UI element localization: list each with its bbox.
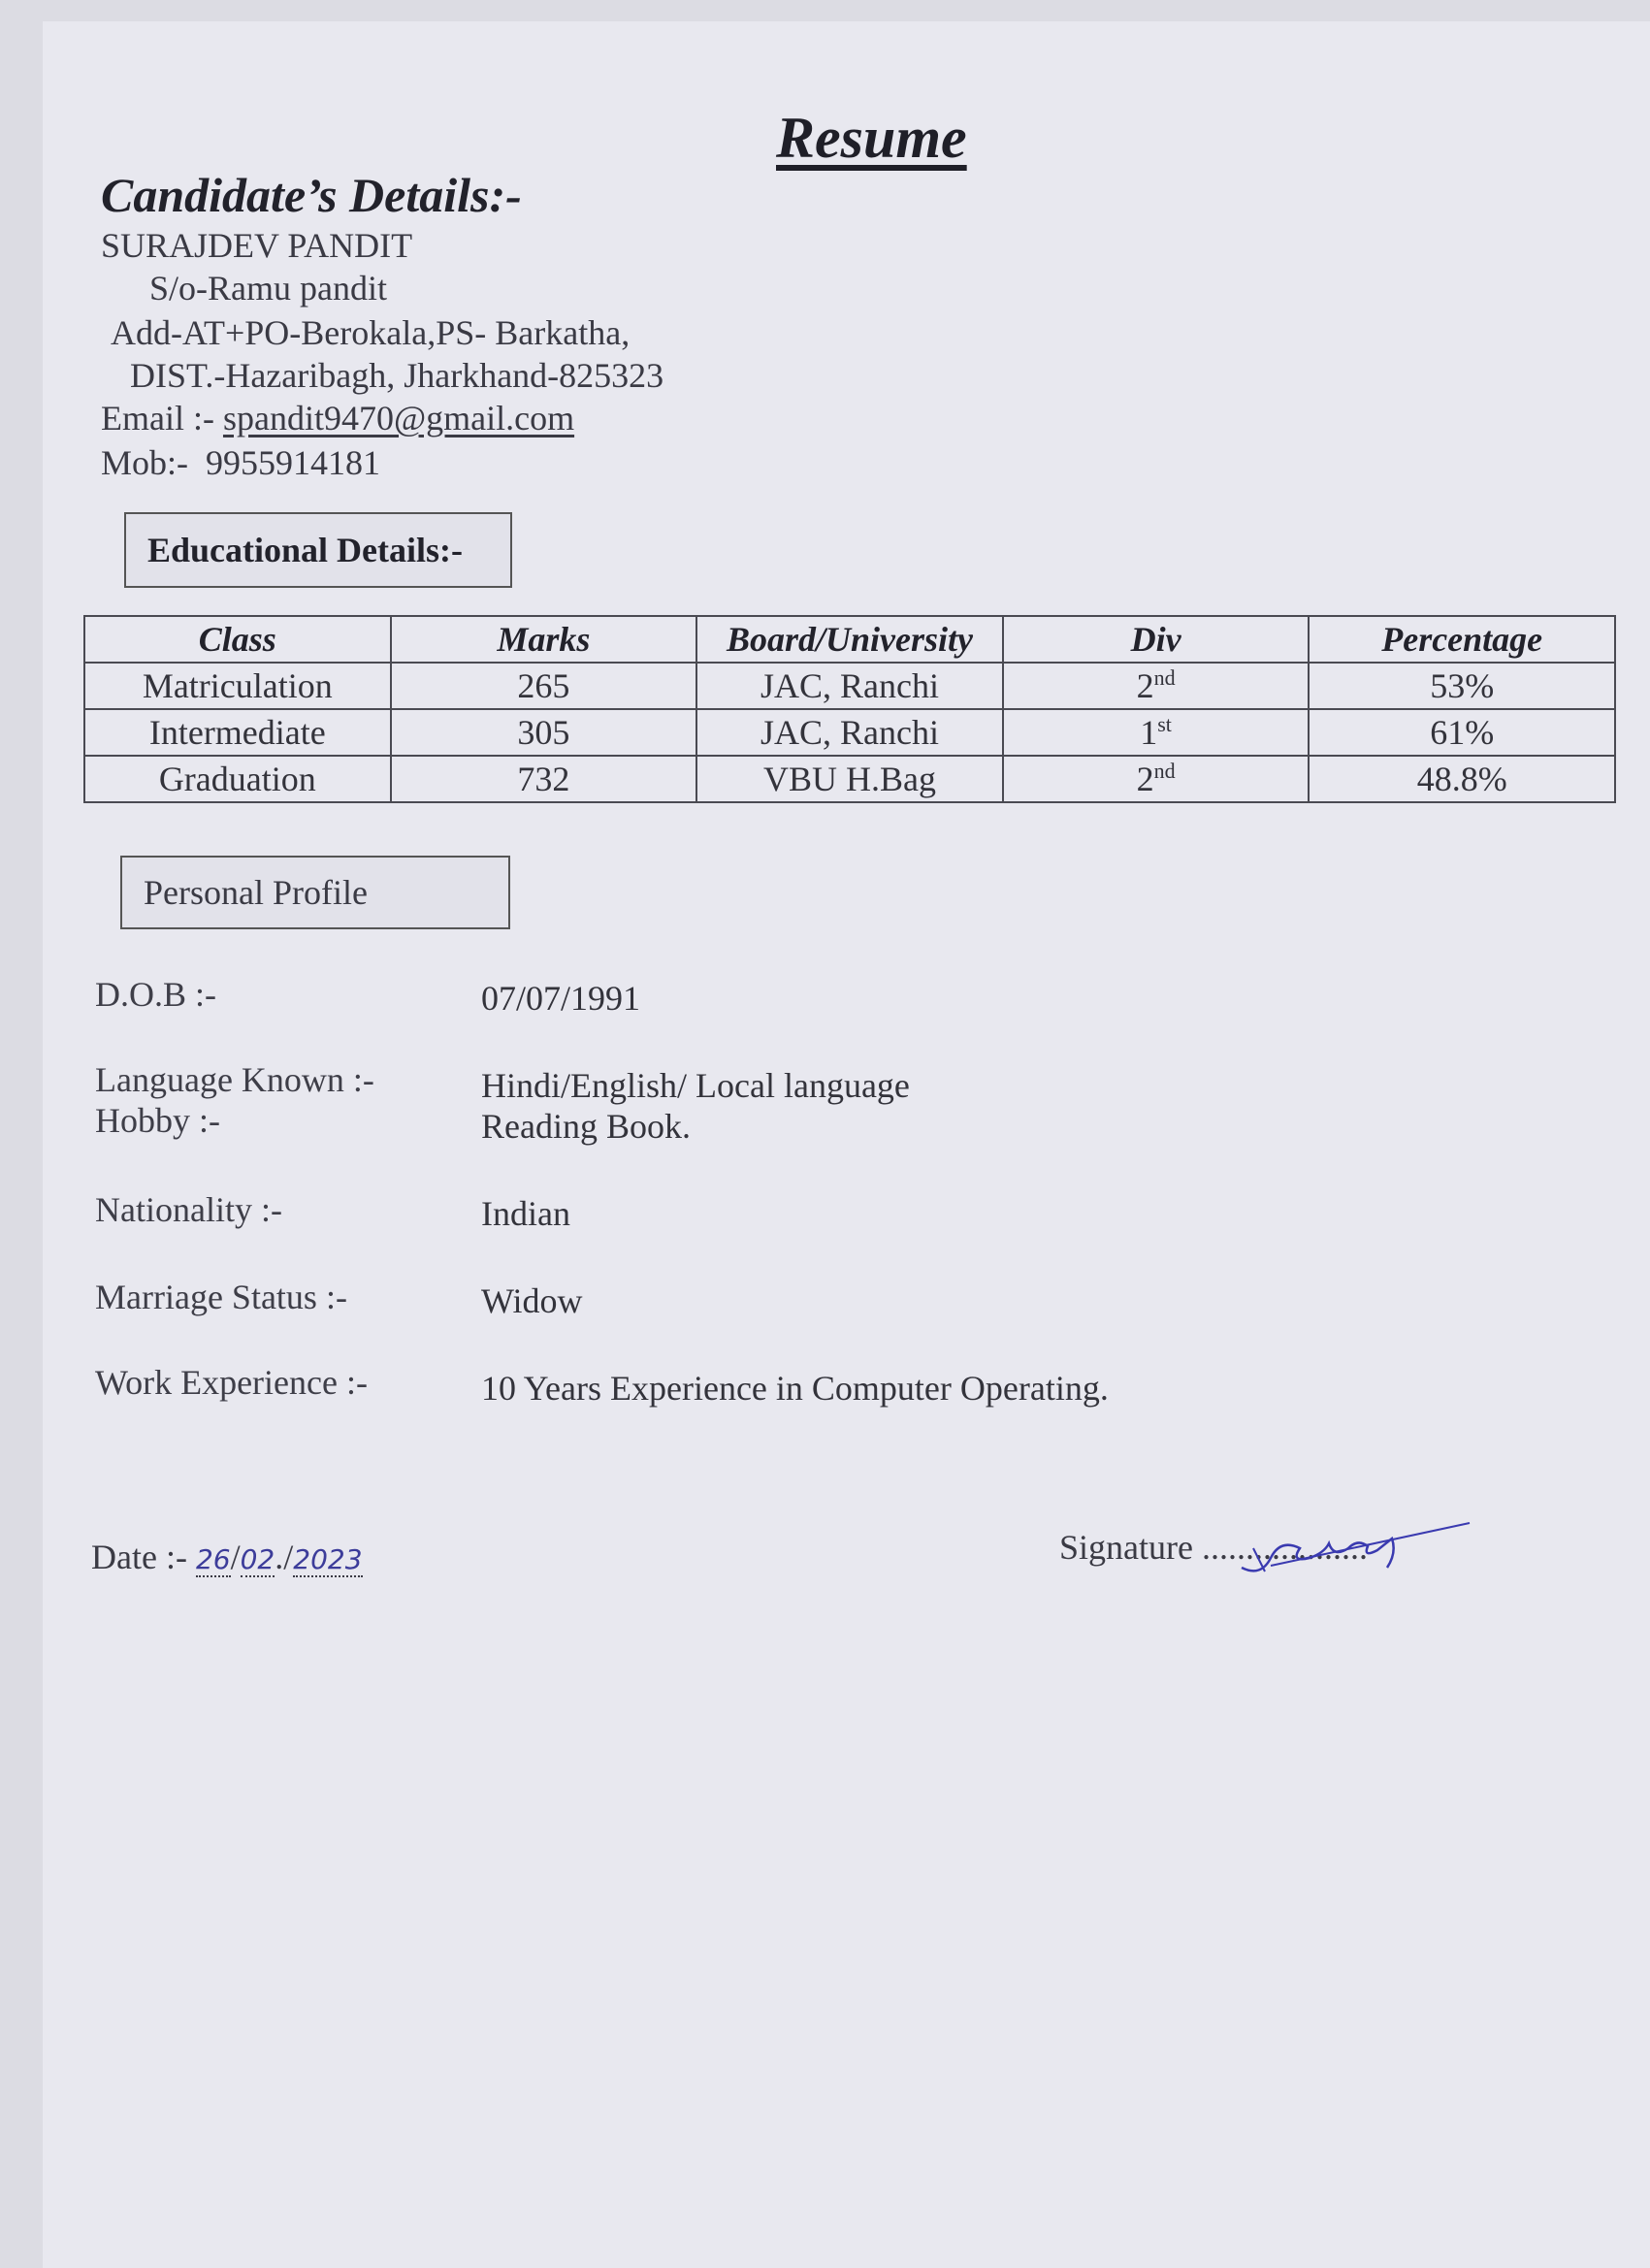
cell-class: Matriculation <box>84 663 391 709</box>
cell-percentage: 53% <box>1309 663 1615 709</box>
hobby-value: Reading Book. <box>481 1107 691 1146</box>
mobile-number: 9955914181 <box>206 443 380 482</box>
cell-class: Graduation <box>84 756 391 802</box>
cell-board: JAC, Ranchi <box>696 709 1003 756</box>
address-line-1: Add-AT+PO-Berokala,PS- Barkatha, <box>111 313 631 352</box>
email-row <box>101 398 574 438</box>
hobby-label: Hobby :- <box>95 1101 220 1140</box>
email-label: Email :- <box>101 399 214 437</box>
column-header: Marks <box>391 616 697 663</box>
date-month: 02 <box>240 1543 275 1575</box>
educational-details-heading: Educational Details:- <box>124 512 512 588</box>
dob-label: D.O.B :- <box>95 975 216 1014</box>
date-row: Date :- 26/02./2023 <box>91 1538 363 1576</box>
dob-value: 07/07/1991 <box>481 979 641 1018</box>
cell-marks: 305 <box>391 709 697 756</box>
marriage-status-label: Marriage Status :- <box>95 1278 347 1316</box>
mobile-row <box>101 442 380 483</box>
personal-profile-heading: Personal Profile <box>120 856 510 929</box>
cell-div: 2nd <box>1003 756 1310 802</box>
education-table <box>83 615 1616 803</box>
language-value: Hindi/English/ Local language <box>481 1066 910 1105</box>
table-row <box>84 663 1615 709</box>
table-header-row <box>84 616 1615 663</box>
email-link[interactable]: spandit9470@gmail.com <box>222 399 575 437</box>
work-experience-value: 10 Years Experience in Computer Operating. <box>481 1369 1109 1408</box>
mobile-label: Mob:- <box>101 443 188 482</box>
table-row <box>84 756 1615 802</box>
cell-percentage: 61% <box>1309 709 1615 756</box>
handwritten-signature <box>1232 1509 1484 1597</box>
column-header: Percentage <box>1309 616 1615 663</box>
candidate-name: SURAJDEV PANDIT <box>101 226 413 265</box>
date-day: 26 <box>195 1543 231 1575</box>
signature-dots: ................... <box>1201 1528 1368 1567</box>
table-row <box>84 709 1615 756</box>
cell-class: Intermediate <box>84 709 391 756</box>
cell-marks: 265 <box>391 663 697 709</box>
column-header: Board/University <box>696 616 1003 663</box>
candidate-relation: S/o-Ramu pandit <box>149 269 387 308</box>
language-label: Language Known :- <box>95 1060 374 1099</box>
candidate-details-heading: Candidate’s Details:- <box>101 168 522 222</box>
marriage-status-value: Widow <box>481 1281 583 1320</box>
column-header: Class <box>84 616 391 663</box>
cell-marks: 732 <box>391 756 697 802</box>
column-header: Div <box>1003 616 1310 663</box>
cell-board: VBU H.Bag <box>696 756 1003 802</box>
cell-board: JAC, Ranchi <box>696 663 1003 709</box>
signature-label: Signature <box>1059 1528 1193 1567</box>
work-experience-label: Work Experience :- <box>95 1363 368 1402</box>
nationality-value: Indian <box>481 1194 570 1233</box>
cell-percentage: 48.8% <box>1309 756 1615 802</box>
nationality-label: Nationality :- <box>95 1190 282 1229</box>
cell-div: 2nd <box>1003 663 1310 709</box>
page-title: Resume <box>776 106 967 170</box>
address-line-2: DIST.-Hazaribagh, Jharkhand-825323 <box>130 356 664 395</box>
cell-div: 1st <box>1003 709 1310 756</box>
date-label: Date :- <box>91 1538 187 1576</box>
date-year: 2023 <box>293 1543 363 1575</box>
